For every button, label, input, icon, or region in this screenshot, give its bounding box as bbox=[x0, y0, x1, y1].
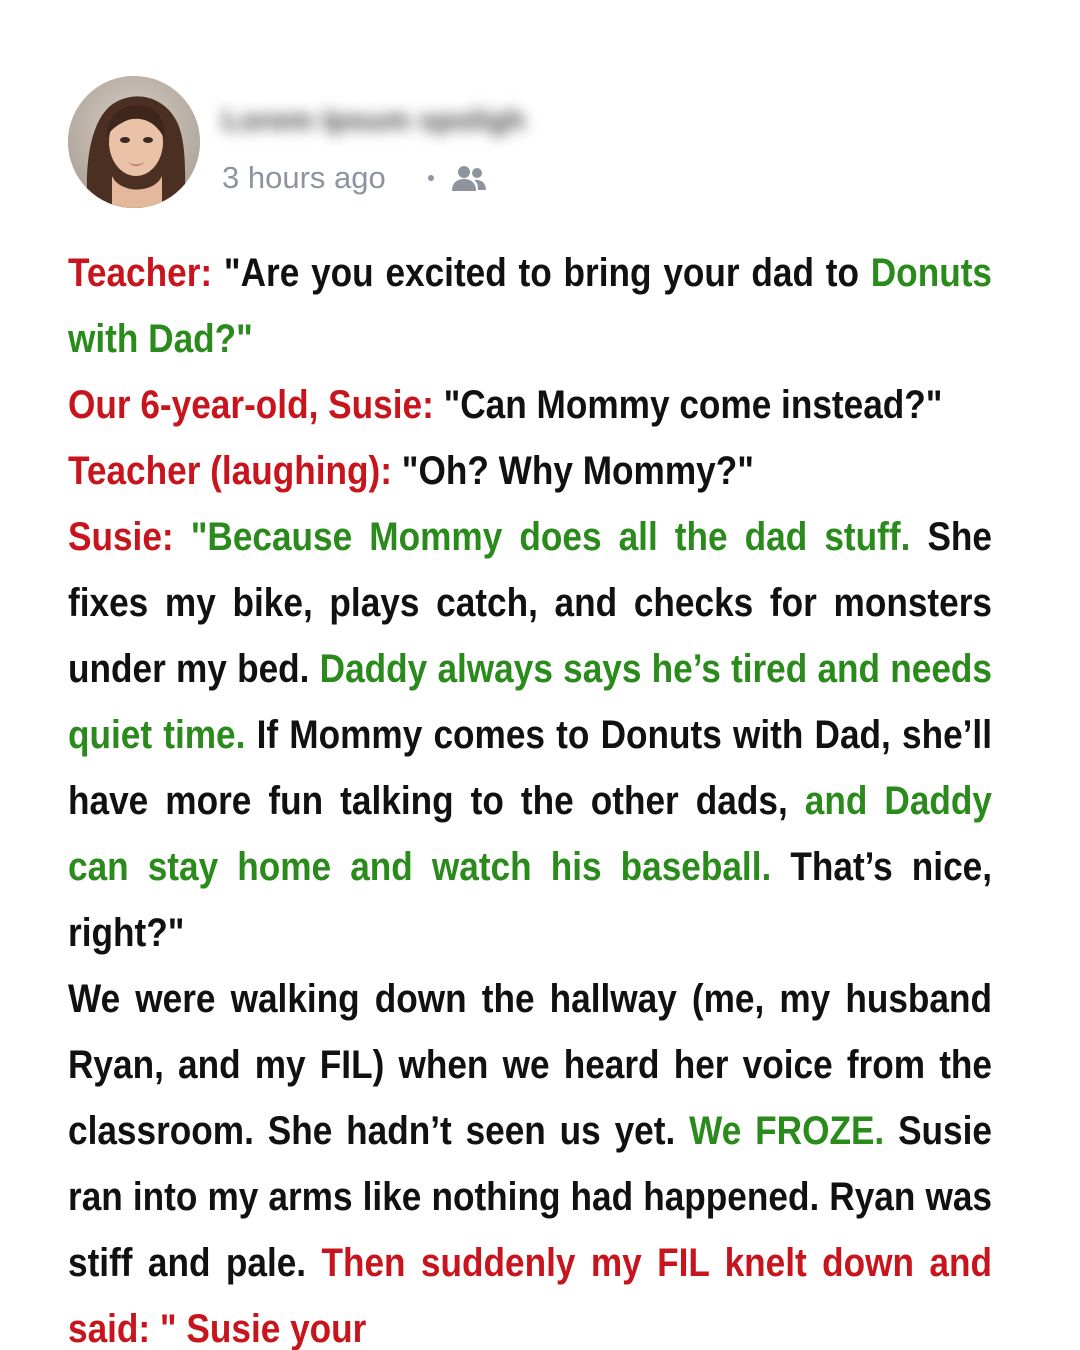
dialogue-text: "Oh? Why Mommy?" bbox=[391, 449, 754, 493]
speaker-label: Our 6-year-old, Susie: bbox=[68, 383, 434, 427]
story-paragraph bbox=[68, 372, 992, 438]
speaker-label: Teacher: bbox=[68, 251, 213, 295]
separator-dot bbox=[428, 175, 434, 181]
narration-text: Susie ran into my arms like nothing had happened. Ryan was stiff and pale. bbox=[68, 1109, 992, 1285]
cliffhanger-text: Then suddenly my FIL knelt down and said: " Susie your bbox=[68, 1241, 992, 1350]
avatar[interactable] bbox=[68, 76, 200, 208]
story-paragraph bbox=[68, 438, 992, 504]
timestamp[interactable]: 3 hours ago bbox=[222, 160, 386, 195]
speaker-label: Susie: bbox=[68, 515, 174, 559]
highlighted-text: Daddy always says he’s tired and needs quiet time. bbox=[68, 647, 993, 757]
story-paragraph bbox=[68, 966, 992, 1350]
post-meta bbox=[222, 160, 488, 196]
story-paragraph bbox=[68, 504, 992, 966]
dialogue-text: She fixes my bike, plays catch, and checks for monsters under my bed. bbox=[68, 515, 992, 691]
author-name[interactable]: Lorem Ipsum spoligh bbox=[222, 104, 526, 137]
friends-icon[interactable] bbox=[450, 163, 488, 193]
story-paragraph bbox=[68, 240, 992, 372]
dialogue-text: If Mommy comes to Donuts with Dad, she’ll have more fun talking to the other dads, bbox=[68, 713, 992, 823]
dialogue-text: "Can Mommy come instead?" bbox=[433, 383, 943, 427]
highlighted-text: Donuts with Dad?" bbox=[68, 251, 992, 361]
dialogue-text: "Are you excited to bring your dad to bbox=[212, 251, 871, 295]
narration-text: We were walking down the hallway (me, my husband Ryan, and my FIL) when we heard her voice from the classroom. She hadn’t seen us yet. bbox=[68, 977, 992, 1153]
highlighted-text: "Because Mommy does all the dad stuff. bbox=[173, 515, 911, 559]
story-text bbox=[68, 240, 992, 1350]
highlighted-text: and Daddy can stay home and watch his baseball. bbox=[68, 779, 992, 889]
avatar-portrait-icon bbox=[68, 76, 200, 208]
dialogue-text: That’s nice, right?" bbox=[68, 845, 992, 955]
highlighted-text: We FROZE. bbox=[689, 1109, 885, 1153]
post-header bbox=[68, 76, 1008, 208]
speaker-label: Teacher (laughing): bbox=[68, 449, 392, 493]
